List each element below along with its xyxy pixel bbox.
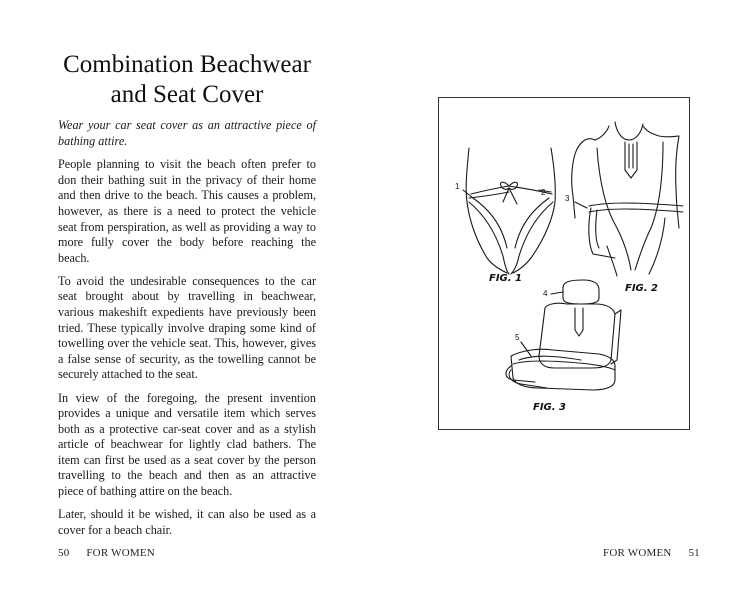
right-page-number: 51 bbox=[688, 547, 700, 559]
fig2-drawing bbox=[572, 122, 683, 276]
body-paragraph-2: To avoid the undesirable consequences to the car seat brought about by travelling in beachwear, various makeshift expedients have previously been tried. These typically involve draping some kind of towelling over the vehicle seat. This, however, gives a false sense of security, as the towelling cannot be securely attached to the seat. bbox=[58, 273, 316, 382]
right-footer bbox=[603, 547, 714, 559]
callout-1: 1 bbox=[455, 182, 460, 191]
callout-2: 2 bbox=[541, 188, 546, 197]
right-running-head: FOR WOMEN bbox=[603, 547, 672, 559]
fig3-label: FIG. 3 bbox=[533, 402, 566, 413]
callout-5: 5 bbox=[515, 333, 520, 342]
body-paragraph-3: In view of the foregoing, the present invention provides a unique and versatile item which serves both as a protective car-seat cover and as a stylish article of beachwear for lightly clad bathers. The item can first be used as a seat cover by the person travelling to the beach and then as an attractive piece of bathing attire on the beach. bbox=[58, 390, 316, 499]
left-running-head: FOR WOMEN bbox=[86, 547, 155, 559]
callout-3: 3 bbox=[565, 194, 570, 203]
article-body bbox=[58, 118, 316, 546]
fig1-label: FIG. 1 bbox=[489, 273, 522, 284]
left-page-number: 50 bbox=[58, 547, 70, 559]
body-paragraph-1: People planning to visit the beach often prefer to don their bathing suit in the privacy of their home and then drive to the beach. This causes a problem, however, as there is a need to protect the vehicle seat from perspiration, as well as providing a way to more fully cover the body before reaching the beach. bbox=[58, 157, 316, 265]
patent-drawings bbox=[439, 98, 689, 429]
lede-paragraph: Wear your car seat cover as an attractive piece of bathing attire. bbox=[58, 118, 316, 148]
right-page bbox=[375, 0, 750, 600]
fig1-drawing bbox=[463, 148, 555, 274]
fig3-drawing bbox=[506, 280, 621, 390]
body-paragraph-4: Later, should it be wished, it can also be used as a cover for a beach chair. bbox=[58, 507, 316, 537]
left-footer bbox=[44, 547, 155, 559]
page-title bbox=[58, 50, 316, 110]
callout-4: 4 bbox=[543, 289, 548, 298]
patent-figure-frame bbox=[438, 97, 690, 430]
fig2-label: FIG. 2 bbox=[625, 283, 658, 294]
title-line-1: Combination Beachwear bbox=[63, 51, 311, 78]
title-line-2: and Seat Cover bbox=[110, 81, 264, 108]
